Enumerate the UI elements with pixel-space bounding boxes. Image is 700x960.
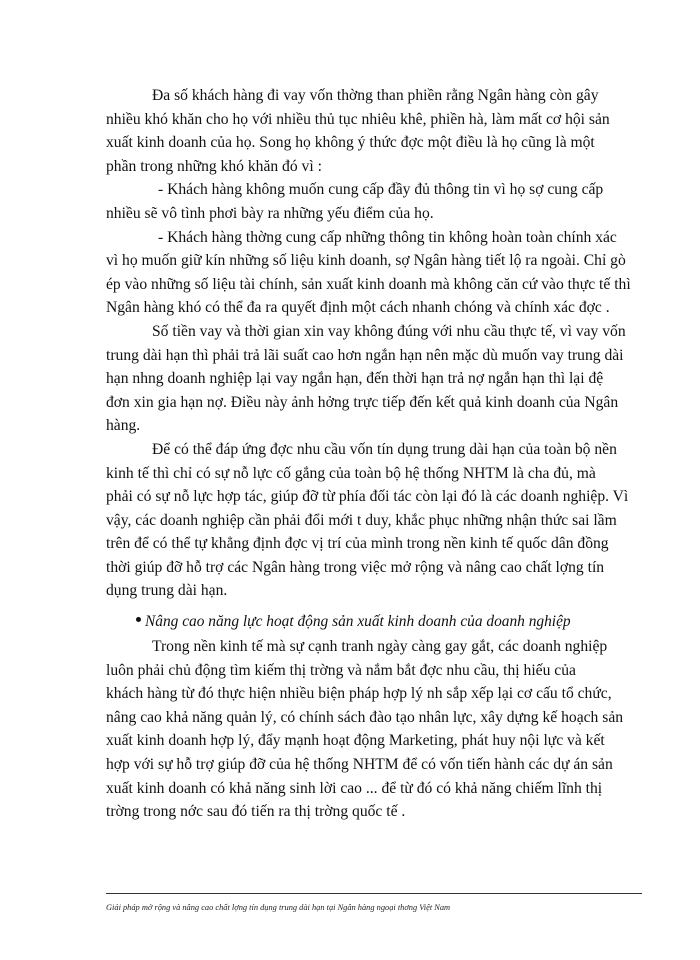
- section-heading: [136, 603, 644, 635]
- paragraph-closing: Trong nền kinh tế mà sự cạnh tranh ngày càng gay gắt, các doanh nghiệp luôn phải chủ động tìm kiếm thị trờng và nắm bắt đợc nhu cầu, thị hiếu của khách hàng từ đó thực hiện nhiều biện pháp hợp lý nh sắp xếp lại cơ cấu tổ chức, nâng cao khả năng quản lý, có chính sách đào tạo nhân lực, xây dựng kế hoạch sản xuất kinh doanh hợp lý, đẩy mạnh hoạt động Marketing, phát huy nội lực và kết hợp với sự hỗ trợ giúp đỡ của hệ thống NHTM để có vốn tiến hành các dự án sản xuất kinh doanh có khả năng sinh lời cao ... để từ đó có khả năng chiếm lĩnh thị trờng trong nớc sau đó tiến ra thị trờng quốc tế .: [106, 638, 624, 821]
- paragraph-reason-2: - Khách hàng thờng cung cấp những thông tin không hoàn toàn chính xác vì họ muốn giữ kín những số liệu kinh doanh, sợ Ngân hàng tiết lộ ra ngoài. Chỉ gò ép vào những số liệu tài chính, sản xuất kinh doanh mà không căn cứ vào thực tế thì Ngân hàng khó có thể đa ra quyết định một cách nhanh chóng và chính xác đợc .: [106, 228, 631, 317]
- paragraph-intro: Đa số khách hàng đi vay vốn thờng than phiền rằng Ngân hàng còn gây nhiều khó khăn cho họ với nhiều thủ tục nhiêu khê, phiền hà, làm mất cơ hội sản xuất kinh doanh của họ. Song họ không ý thức đợc một điều là họ cũng là một phần trong những khó khăn đó vì :: [106, 87, 610, 175]
- section-heading-text: Nâng cao năng lực hoạt động sản xuất kinh doanh của doanh nghiệp: [145, 613, 571, 631]
- page-body: [106, 84, 644, 824]
- paragraph-loan-term: Số tiền vay và thời gian xin vay không đúng với nhu cầu thực tế, vì vay vốn trung dài hạn thì phải trả lãi suất cao hơn ngắn hạn nên mặc dù muốn vay trung dài hạn nhng doanh nghiệp lại vay ngắn hạn, đến thời hạn trả nợ ngắn hạn thì lại đệ đơn xin gia hạn nợ. Điều này ảnh hởng trực tiếp đến kết quả kinh doanh của Ngân hàng.: [106, 322, 626, 435]
- footer-divider: [106, 893, 642, 894]
- paragraph-cooperation: Để có thể đáp ứng đợc nhu cầu vốn tín dụng trung dài hạn của toàn bộ nền kinh tế thì chỉ có sự nỗ lực cố gắng của toàn bộ hệ thống NHTM là cha đủ, mà phải có sự nỗ lực hợp tác, giúp đỡ từ phía đối tác còn lại đó là các doanh nghiệp. Vì vậy, các doanh nghiệp cần phải đổi mới t duy, khắc phục những nhận thức sai lầm trên để có thể tự khẳng định đợc vị trí của mình trong nền kinh tế quốc dân đồng thời giúp đỡ hỗ trợ các Ngân hàng trong việc mở rộng và nâng cao chất lợng tín dụng trung dài hạn.: [106, 440, 629, 600]
- footer-title: Giải pháp mở rộng và nâng cao chất lợng tín dụng trung dài hạn tại Ngân hàng ngoại thơng Việt Nam: [106, 903, 451, 912]
- bullet-icon: [136, 617, 141, 622]
- paragraph-reason-1: - Khách hàng không muốn cung cấp đầy đủ thông tin vì họ sợ cung cấp nhiều sẽ vô tình phơi bày ra những yếu điểm của họ.: [106, 181, 604, 222]
